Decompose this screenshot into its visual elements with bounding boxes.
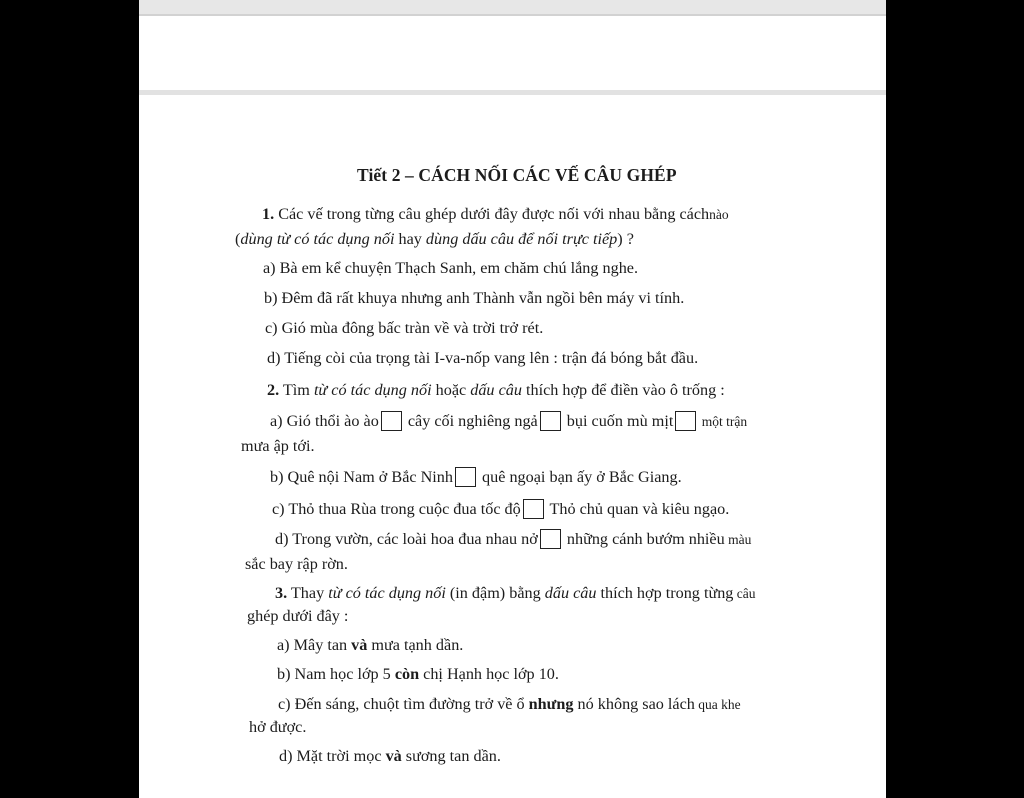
italic-term: từ có tác dụng nối <box>313 381 432 399</box>
text: sương tan dần. <box>401 747 501 765</box>
text: thích hợp để điền vào ô trống : <box>521 381 725 399</box>
text: (in đậm) bằng <box>445 584 545 602</box>
option-connector-word: dùng từ có tác dụng nối <box>240 230 395 248</box>
text: a) Mây tan <box>277 636 352 654</box>
text: nó không sao lách <box>573 695 695 713</box>
text: những cánh bướm nhiều <box>562 530 725 548</box>
text: d) Mặt trời mọc <box>279 747 386 765</box>
or-word: hay <box>394 230 426 248</box>
text: hoặc <box>431 381 471 399</box>
text: thích hợp trong từng <box>596 584 734 602</box>
bold-connector: còn <box>394 665 420 683</box>
text: b) Nam học lớp 5 <box>277 665 395 683</box>
exercise-1-intro <box>262 203 729 226</box>
exercise-3-intro <box>275 582 756 605</box>
bold-connector: nhưng <box>528 695 574 713</box>
text: qua khe <box>694 697 741 712</box>
text: Thỏ chủ quan và kiêu ngạo. <box>545 500 730 518</box>
exercise-1-item-a: a) Bà em kể chuyện Thạch Sanh, em chăm chú lắng nghe. <box>263 259 639 277</box>
answer-box[interactable] <box>381 411 402 431</box>
italic-term: từ có tác dụng nối <box>328 584 446 602</box>
exercise-1-intro-cont <box>235 228 634 250</box>
italic-term: dấu câu <box>470 381 522 399</box>
exercise-3-item-c-cont: hở được. <box>249 718 307 736</box>
lesson-title: Tiết 2 – CÁCH NỐI CÁC VẾ CÂU GHÉP <box>357 165 677 185</box>
text: bụi cuốn mù mịt <box>562 412 674 430</box>
text: b) Quê nội Nam ở Bắc Ninh <box>270 468 453 486</box>
text: c) Thỏ thua Rùa trong cuộc đua tốc độ <box>272 500 521 518</box>
exercise-2-intro <box>267 379 725 401</box>
text: màu <box>724 532 752 547</box>
paren-open: ( <box>235 230 241 248</box>
exercise-1-item-b: b) Đêm đã rất khuya nhưng anh Thành vẫn ngồi bên máy vi tính. <box>264 289 685 307</box>
answer-box[interactable] <box>523 499 544 519</box>
text: câu <box>733 586 756 601</box>
exercise-2-item-d-cont: sắc bay rập rờn. <box>245 555 348 573</box>
answer-box[interactable] <box>455 467 476 487</box>
exercise-2-item-d <box>275 528 751 551</box>
exercise-1-text: Các vế trong từng câu ghép dưới đây được nối với nhau bằng cách <box>278 205 710 223</box>
exercise-3-item-b <box>277 663 559 685</box>
text: d) Trong vườn, các loài hoa đua nhau nở <box>275 530 538 548</box>
text: mưa tạnh dần. <box>367 636 464 654</box>
answer-box[interactable] <box>540 411 561 431</box>
text: một trận <box>698 414 748 429</box>
text: chị Hạnh học lớp 10. <box>419 665 559 683</box>
exercise-1-number: 1. <box>262 205 275 223</box>
textbook-page <box>139 95 886 798</box>
option-punctuation: dùng dấu câu để nối trực tiếp <box>425 230 618 248</box>
exercise-1-item-d: d) Tiếng còi của trọng tài I-va-nốp vang lên : trận đá bóng bắt đầu. <box>267 349 699 367</box>
exercise-2-item-c <box>272 498 729 520</box>
text: c) Đến sáng, chuột tìm đường trở về ổ <box>278 695 529 713</box>
exercise-2-item-b <box>270 466 682 488</box>
text: Thay <box>290 584 329 602</box>
text: a) Gió thổi ào ào <box>270 412 379 430</box>
text: Tìm <box>282 381 314 399</box>
text: quê ngoại bạn ấy ở Bắc Giang. <box>478 468 682 486</box>
exercise-2-item-a-cont: mưa ập tới. <box>241 437 315 455</box>
bold-connector: và <box>385 747 402 765</box>
top-toolbar-strip <box>139 0 886 16</box>
exercise-3-number: 3. <box>275 584 288 602</box>
exercise-2-number: 2. <box>267 381 280 399</box>
italic-term: dấu câu <box>544 584 597 602</box>
answer-box[interactable] <box>540 529 561 549</box>
exercise-3-item-c <box>278 693 741 716</box>
bold-connector: và <box>351 636 368 654</box>
exercise-2-item-a <box>270 410 747 433</box>
exercise-1-text-end: nào <box>709 207 729 222</box>
exercise-3-item-d <box>279 745 501 767</box>
text: cây cối nghiêng ngả <box>403 412 538 430</box>
exercise-3-item-a <box>277 634 463 656</box>
exercise-1-item-c: c) Gió mùa đông bấc tràn về và trời trở rét. <box>265 319 544 337</box>
document-sheet <box>139 0 886 798</box>
exercise-3-intro-cont: ghép dưới đây : <box>247 607 349 625</box>
paren-close: ) ? <box>617 230 634 248</box>
answer-box[interactable] <box>675 411 696 431</box>
